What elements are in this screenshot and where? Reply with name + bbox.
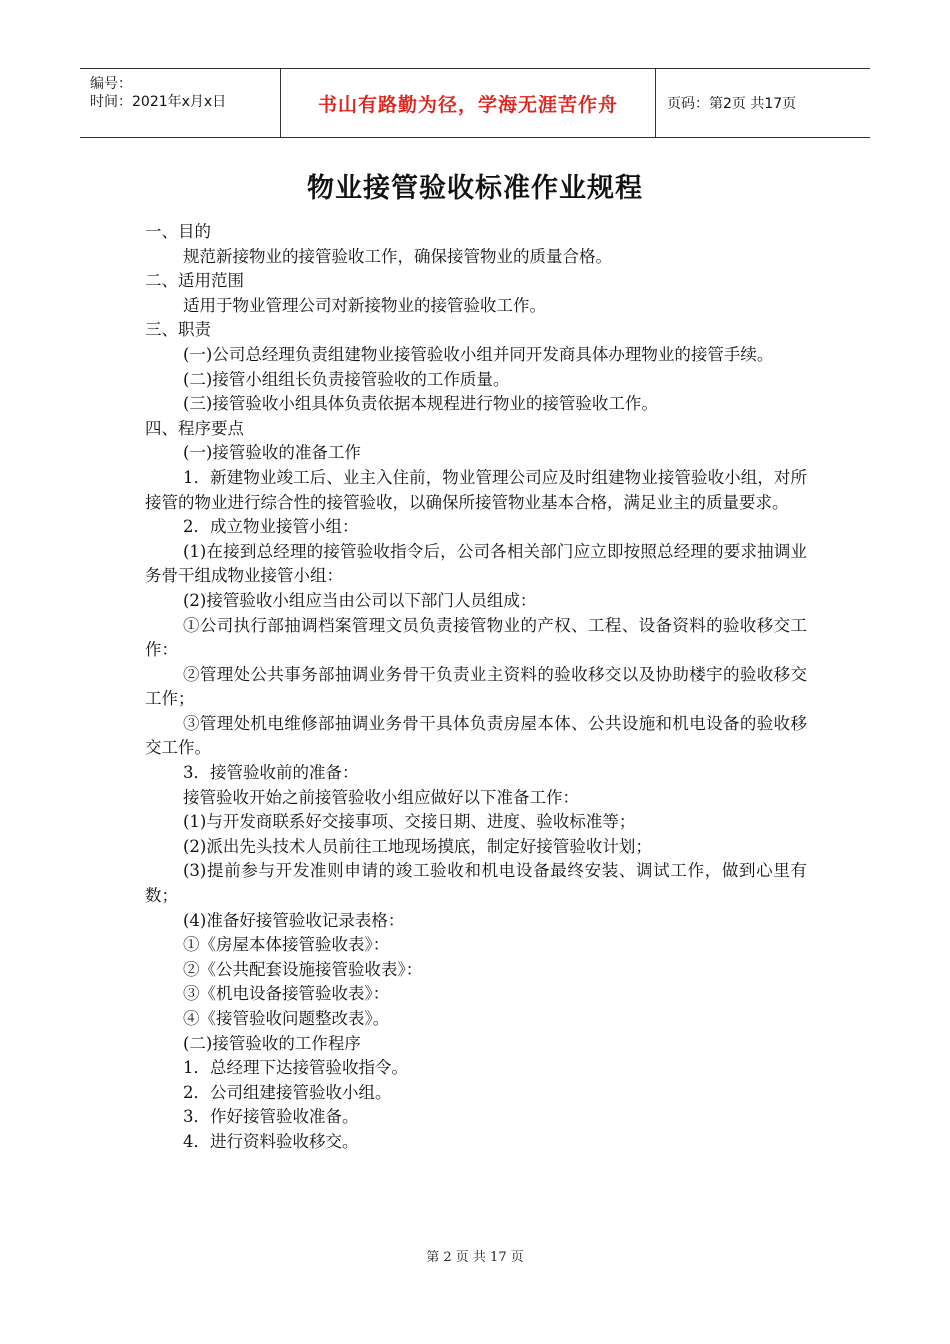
list-item: ④《接管验收问题整改表》。 xyxy=(183,1009,390,1028)
list-item: 1．总经理下达接管验收指令。 xyxy=(183,1058,408,1078)
list-item: ②《公共配套设施接管验收表》： xyxy=(183,959,423,979)
paragraph: (一)公司总经理负责组建物业接管验收小组并同开发商具体办理物业的接管手续。 xyxy=(183,344,774,364)
header-motto: 书山有路勤为径，学海无涯苦作舟 xyxy=(317,93,618,116)
paragraph: (三)接管验收小组具体负责依据本规程进行物业的接管验收工作。 xyxy=(183,394,658,414)
list-item: 3．作好接管验收准备。 xyxy=(183,1107,359,1127)
paragraph: 适用于物业管理公司对新接物业的接管验收工作。 xyxy=(183,295,546,315)
paragraph: (2)接管验收小组应当由公司以下部门人员组成： xyxy=(183,590,537,610)
paragraph: 3．接管验收前的准备： xyxy=(183,763,359,783)
paragraph: (2)派出先头技术人员前往工地现场摸底，制定好接管验收计划； xyxy=(183,836,652,856)
paragraph: 2．成立物业接管小组： xyxy=(183,517,359,537)
list-item: 4．进行资料验收移交。 xyxy=(183,1131,359,1151)
subsection-heading: (二)接管验收的工作程序 xyxy=(183,1033,361,1053)
header-meta xyxy=(80,69,280,137)
subsection-heading: (一)接管验收的准备工作 xyxy=(183,443,361,463)
list-item: 2．公司组建接管验收小组。 xyxy=(183,1082,392,1102)
document-body xyxy=(145,220,807,1155)
header-page-info: 页码：第2页 共17页 xyxy=(667,96,797,112)
document-date: 时间：2021年x月x日 xyxy=(90,94,227,110)
page-footer: 第 2 页 共 17 页 xyxy=(426,1250,524,1265)
paragraph: (1)在接到总经理的接管验收指令后，公司各相关部门应立即按照总经理的要求抽调业务骨干组成物业接管小组： xyxy=(145,541,807,586)
paragraph: ①公司执行部抽调档案管理文员负责接管物业的产权、工程、设备资料的验收移交工作： xyxy=(145,615,807,660)
paragraph: 1．新建物业竣工后、业主入住前，物业管理公司应及时组建物业接管验收小组，对所接管的物业进行综合性的接管验收，以确保所接管物业基本合格，满足业主的质量要求。 xyxy=(145,467,807,512)
paragraph: (二)接管小组组长负责接管验收的工作质量。 xyxy=(183,369,510,389)
section-heading: 二、适用范围 xyxy=(145,271,244,291)
section-heading: 一、目的 xyxy=(145,222,211,241)
paragraph: ③管理处机电维修部抽调业务骨干具体负责房屋本体、公共设施和机电设备的验收移交工作。 xyxy=(145,713,807,758)
header-motto-cell xyxy=(280,69,656,137)
document-title: 物业接管验收标准作业规程 xyxy=(307,173,643,204)
list-item: ③《机电设备接管验收表》： xyxy=(183,984,390,1004)
section-heading: 四、程序要点 xyxy=(145,418,244,438)
page-header xyxy=(80,68,870,138)
paragraph: (3)提前参与开发准则申请的竣工验收和机电设备最终安装、调试工作，做到心里有数； xyxy=(145,861,807,906)
paragraph: (4)准备好接管验收记录表格： xyxy=(183,910,405,930)
section-heading: 三、职责 xyxy=(145,320,211,340)
paragraph: ②管理处公共事务部抽调业务骨干负责业主资料的验收移交以及协助楼宇的验收移交工作； xyxy=(145,664,807,709)
header-page-cell xyxy=(655,69,870,137)
paragraph: 接管验收开始之前接管验收小组应做好以下准备工作： xyxy=(183,787,579,807)
list-item: ①《房屋本体接管验收表》： xyxy=(183,935,390,955)
document-number-label: 编号： xyxy=(90,76,132,92)
paragraph: 规范新接物业的接管验收工作，确保接管物业的质量合格。 xyxy=(183,246,612,266)
paragraph: (1)与开发商联系好交接事项、交接日期、进度、验收标准等； xyxy=(183,812,636,832)
